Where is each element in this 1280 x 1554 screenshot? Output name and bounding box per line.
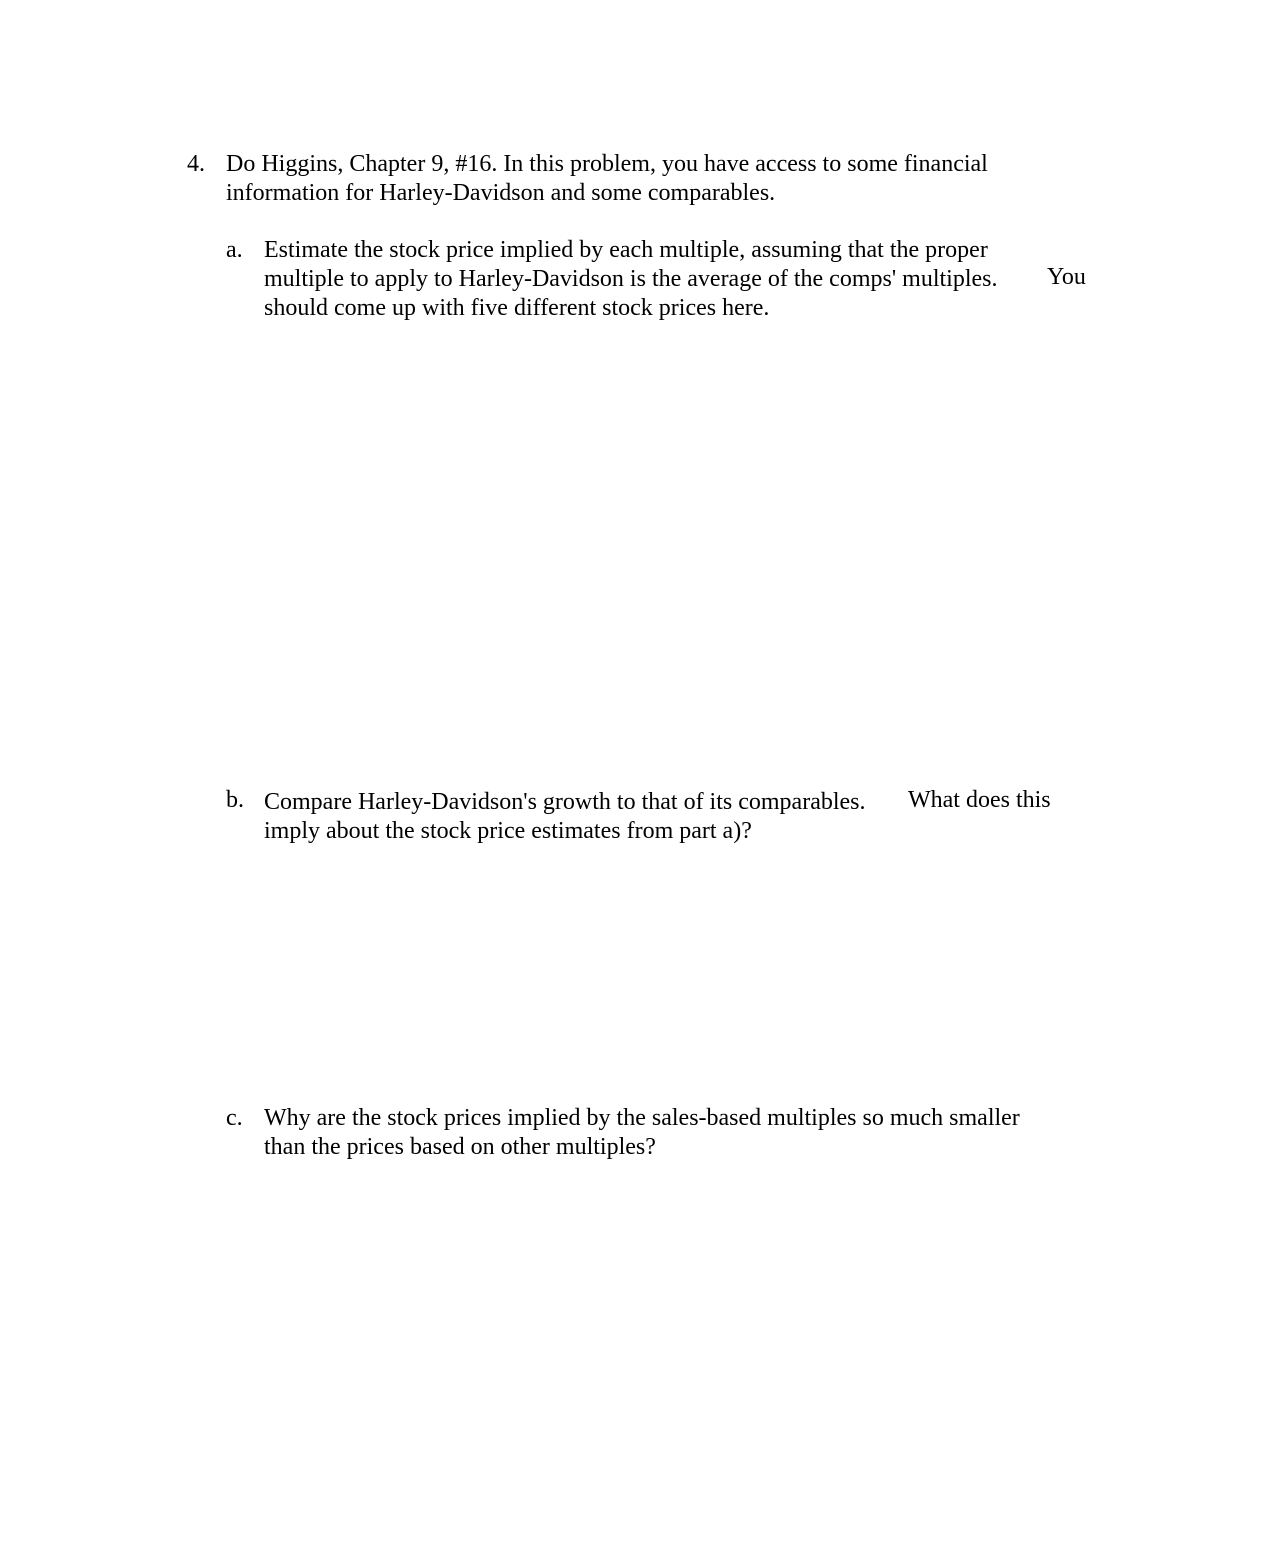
part-b-line-2: imply about the stock price estimates from part a)? bbox=[264, 818, 752, 844]
question-line-2: information for Harley-Davidson and some comparables. bbox=[226, 180, 776, 206]
part-c-text bbox=[264, 1104, 1020, 1162]
part-c-line-1: Why are the stock prices implied by the sales-based multiples so much smaller bbox=[264, 1105, 1020, 1131]
part-b-text bbox=[264, 787, 1051, 846]
part-a-text bbox=[264, 236, 1086, 323]
part-a-line-2-wrap bbox=[264, 264, 1086, 294]
part-a-line-1: Estimate the stock price implied by each multiple, assuming that the proper bbox=[264, 237, 988, 263]
question-line-1: Do Higgins, Chapter 9, #16. In this problem, you have access to some financial bbox=[226, 151, 988, 177]
part-a-line-2-tail: You bbox=[1047, 264, 1086, 290]
part-b-line-1-wrap bbox=[264, 787, 1051, 817]
part-b-line-1-tail: What does this bbox=[908, 787, 1051, 813]
question-number: 4. bbox=[187, 151, 205, 177]
part-a-line-3: should come up with five different stock prices here. bbox=[264, 295, 770, 321]
part-c-marker: c. bbox=[226, 1105, 243, 1131]
part-c-line-2: than the prices based on other multiples? bbox=[264, 1134, 656, 1160]
part-a-marker: a. bbox=[226, 237, 243, 263]
part-b-line-1: Compare Harley-Davidson's growth to that of its comparables. bbox=[264, 789, 866, 815]
part-b-marker: b. bbox=[226, 787, 244, 813]
question-text bbox=[226, 150, 988, 208]
part-a-line-2: multiple to apply to Harley-Davidson is the average of the comps' multiples. bbox=[264, 266, 998, 292]
